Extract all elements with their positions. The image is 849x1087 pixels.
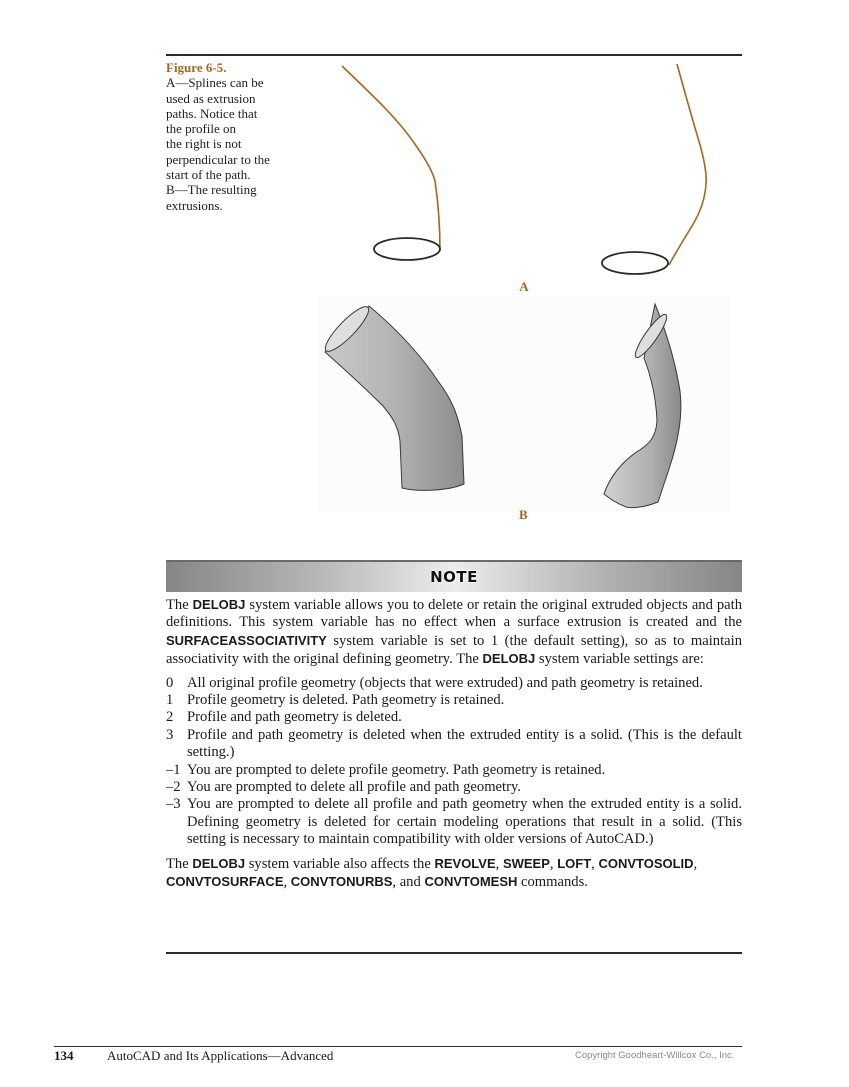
left-profile-circle <box>374 238 440 260</box>
setting-item <box>166 762 742 779</box>
keyword-convtosolid: CONVTOSOLID <box>598 855 694 871</box>
keyword-loft: LOFT <box>557 855 592 871</box>
caption-line: A—Splines can be <box>166 75 264 91</box>
keyword-delobj: DELOBJ <box>192 855 246 871</box>
text: The <box>166 855 193 872</box>
setting-item <box>166 675 742 692</box>
setting-value: –2 <box>166 779 181 796</box>
text: system variable also affects the <box>245 855 435 872</box>
setting-item <box>166 709 742 726</box>
text: , and <box>392 874 425 891</box>
page-number: 134 <box>54 1048 74 1063</box>
note-intro-paragraph <box>166 596 742 669</box>
label-b: B <box>519 507 528 522</box>
setting-text: Profile and path geometry is deleted when the extruded entity is a solid. (This is the default setting.) <box>187 726 742 761</box>
setting-item <box>166 692 742 709</box>
note-header-bar <box>166 560 742 592</box>
setting-text: Profile geometry is deleted. Path geometry is retained. <box>187 692 505 709</box>
note-body <box>166 596 742 892</box>
setting-text: All original profile geometry (objects that were extruded) and path geometry is retained. <box>187 674 703 691</box>
note-closing-paragraph <box>166 855 742 892</box>
right-profile-circle <box>602 252 668 274</box>
top-rule <box>166 54 742 56</box>
book-title: AutoCAD and Its Applications—Advanced <box>107 1048 334 1063</box>
setting-value: 1 <box>166 692 174 709</box>
text: commands. <box>517 874 588 891</box>
text: The <box>166 597 193 613</box>
label-a: A <box>519 279 529 293</box>
keyword-surfaceassociativity: SURFACEASSOCIATIVITY <box>166 632 327 648</box>
copyright-notice: Copyright Goodheart-Willcox Co., Inc. <box>575 1050 735 1061</box>
caption-line: used as extrusion <box>166 90 256 106</box>
setting-text: You are prompted to delete all profile and path geometry when the extruded entity is a solid. Defining geometry is deleted for certain modeling operations that result in a solid. (This setting is necessary to maintain compatibility with older versions of AutoCAD.) <box>187 796 742 848</box>
caption-line: extrusions. <box>166 197 223 213</box>
text: , <box>495 855 503 872</box>
left-spline-path <box>342 66 440 251</box>
setting-item <box>166 779 742 796</box>
figure-caption <box>166 60 306 213</box>
figure-b-extrusions <box>318 296 730 512</box>
setting-text: You are prompted to delete profile geometry. Path geometry is retained. <box>187 761 606 778</box>
caption-line: perpendicular to the <box>166 151 270 167</box>
text: , <box>693 855 698 872</box>
keyword-sweep: SWEEP <box>502 855 550 871</box>
figure-a-spline-paths <box>320 58 740 293</box>
text: system variable settings are: <box>535 651 704 668</box>
caption-line: B—The resulting <box>166 182 257 198</box>
right-spline-path <box>669 64 706 265</box>
keyword-convtonurbs: CONVTONURBS <box>290 874 393 890</box>
text: , <box>549 855 558 872</box>
setting-value: 3 <box>166 726 174 743</box>
setting-value: –1 <box>166 761 181 778</box>
keyword-delobj: DELOBJ <box>192 597 246 612</box>
keyword-convtosurface: CONVTOSURFACE <box>166 874 284 890</box>
delobj-settings-list <box>166 675 742 849</box>
setting-value: –3 <box>166 796 181 813</box>
note-title: NOTE <box>430 568 478 586</box>
caption-line: paths. Notice that <box>166 105 258 121</box>
setting-value: 2 <box>166 709 174 726</box>
note-bottom-rule <box>166 952 742 954</box>
setting-value: 0 <box>166 674 174 691</box>
caption-line: the right is not <box>166 136 242 152</box>
text: , <box>591 855 599 872</box>
setting-item <box>166 796 742 848</box>
text: system variable is set to 1 (the default setting), so as to maintain associativity with the original defining geometry. The <box>166 632 742 668</box>
extrusions-illustration <box>318 296 730 512</box>
keyword-convtomesh: CONVTOMESH <box>424 874 518 890</box>
setting-item <box>166 727 742 762</box>
keyword-revolve: REVOLVE <box>434 855 496 871</box>
caption-line: the profile on <box>166 121 237 137</box>
figure-number: Figure 6-5. <box>166 60 227 75</box>
setting-text: Profile and path geometry is deleted. <box>187 709 402 726</box>
text: , <box>283 874 291 891</box>
footer-rule <box>54 1046 742 1047</box>
caption-line: start of the path. <box>166 167 251 183</box>
setting-text: You are prompted to delete all profile and path geometry. <box>187 779 521 796</box>
keyword-delobj: DELOBJ <box>482 651 536 667</box>
text: system variable allows you to delete or retain the original extruded objects and path definitions. This system variable has no effect when a surface extrusion is created and the <box>166 597 742 631</box>
right-extrusion-solid <box>604 304 681 508</box>
spline-paths-illustration <box>320 58 740 293</box>
